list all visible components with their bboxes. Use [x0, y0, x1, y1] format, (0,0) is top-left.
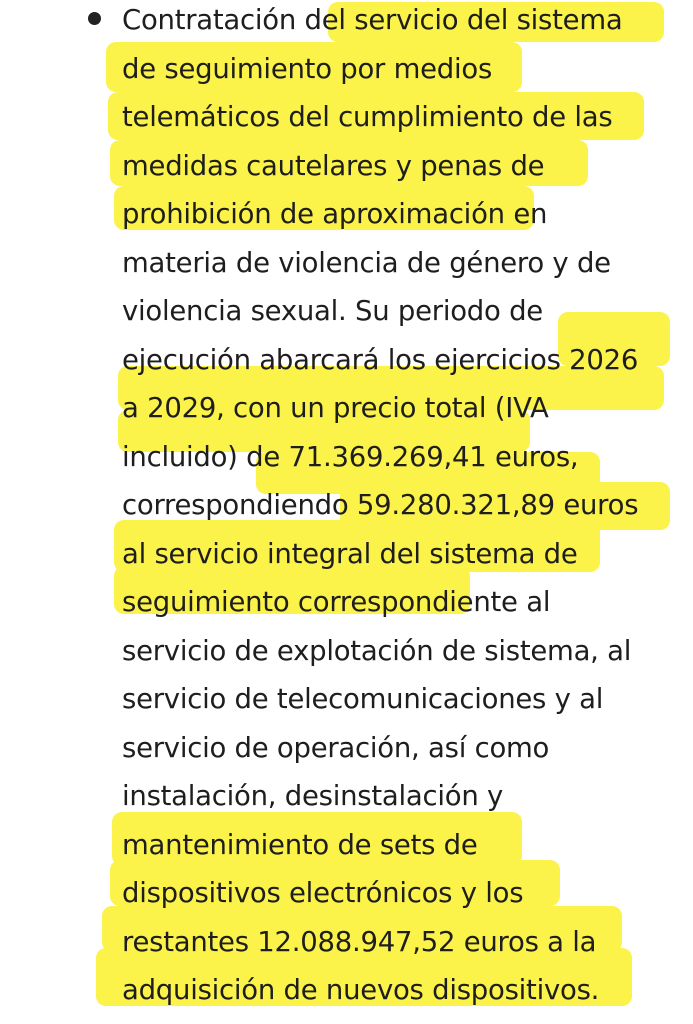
text-line: medidas cautelares y penas de	[122, 149, 545, 182]
text-line: de seguimiento por medios	[122, 52, 493, 85]
text-line: servicio de telecomunicaciones y al	[122, 683, 604, 715]
text-line: dispositivos electrónicos y los	[122, 877, 524, 909]
text-line: instalación, desinstalación y	[122, 780, 504, 812]
text-line: Contratación del servicio del sistema	[122, 4, 623, 36]
text-line: violencia sexual. Su periodo de	[122, 295, 543, 327]
text-line: adquisición de nuevos dispositivos.	[122, 974, 600, 1006]
text-line: servicio de explotación de sistema, al	[122, 634, 632, 667]
text-line: servicio de operación, así como	[122, 731, 550, 764]
text-line: al servicio integral del sistema de	[122, 537, 578, 570]
text-line: materia de violencia de género y de	[122, 246, 611, 279]
text-line: prohibición de aproximación en	[122, 198, 548, 230]
text-line: ejecución abarcará los ejercicios 2026	[122, 343, 639, 376]
text-line: restantes 12.088.947,52 euros a la	[122, 925, 597, 958]
text-line: mantenimiento de sets de	[122, 828, 478, 861]
bullet-point	[88, 12, 101, 25]
text-line: a 2029, con un precio total (IVA	[122, 392, 549, 424]
text-line: incluido) de 71.369.269,41 euros,	[122, 440, 579, 473]
text-line: correspondiendo 59.280.321,89 euros	[122, 489, 639, 521]
text-line: seguimiento correspondiente al	[122, 586, 551, 618]
text-line: telemáticos del cumplimiento de las	[122, 101, 613, 133]
bullet-paragraph	[122, 0, 638, 1019]
